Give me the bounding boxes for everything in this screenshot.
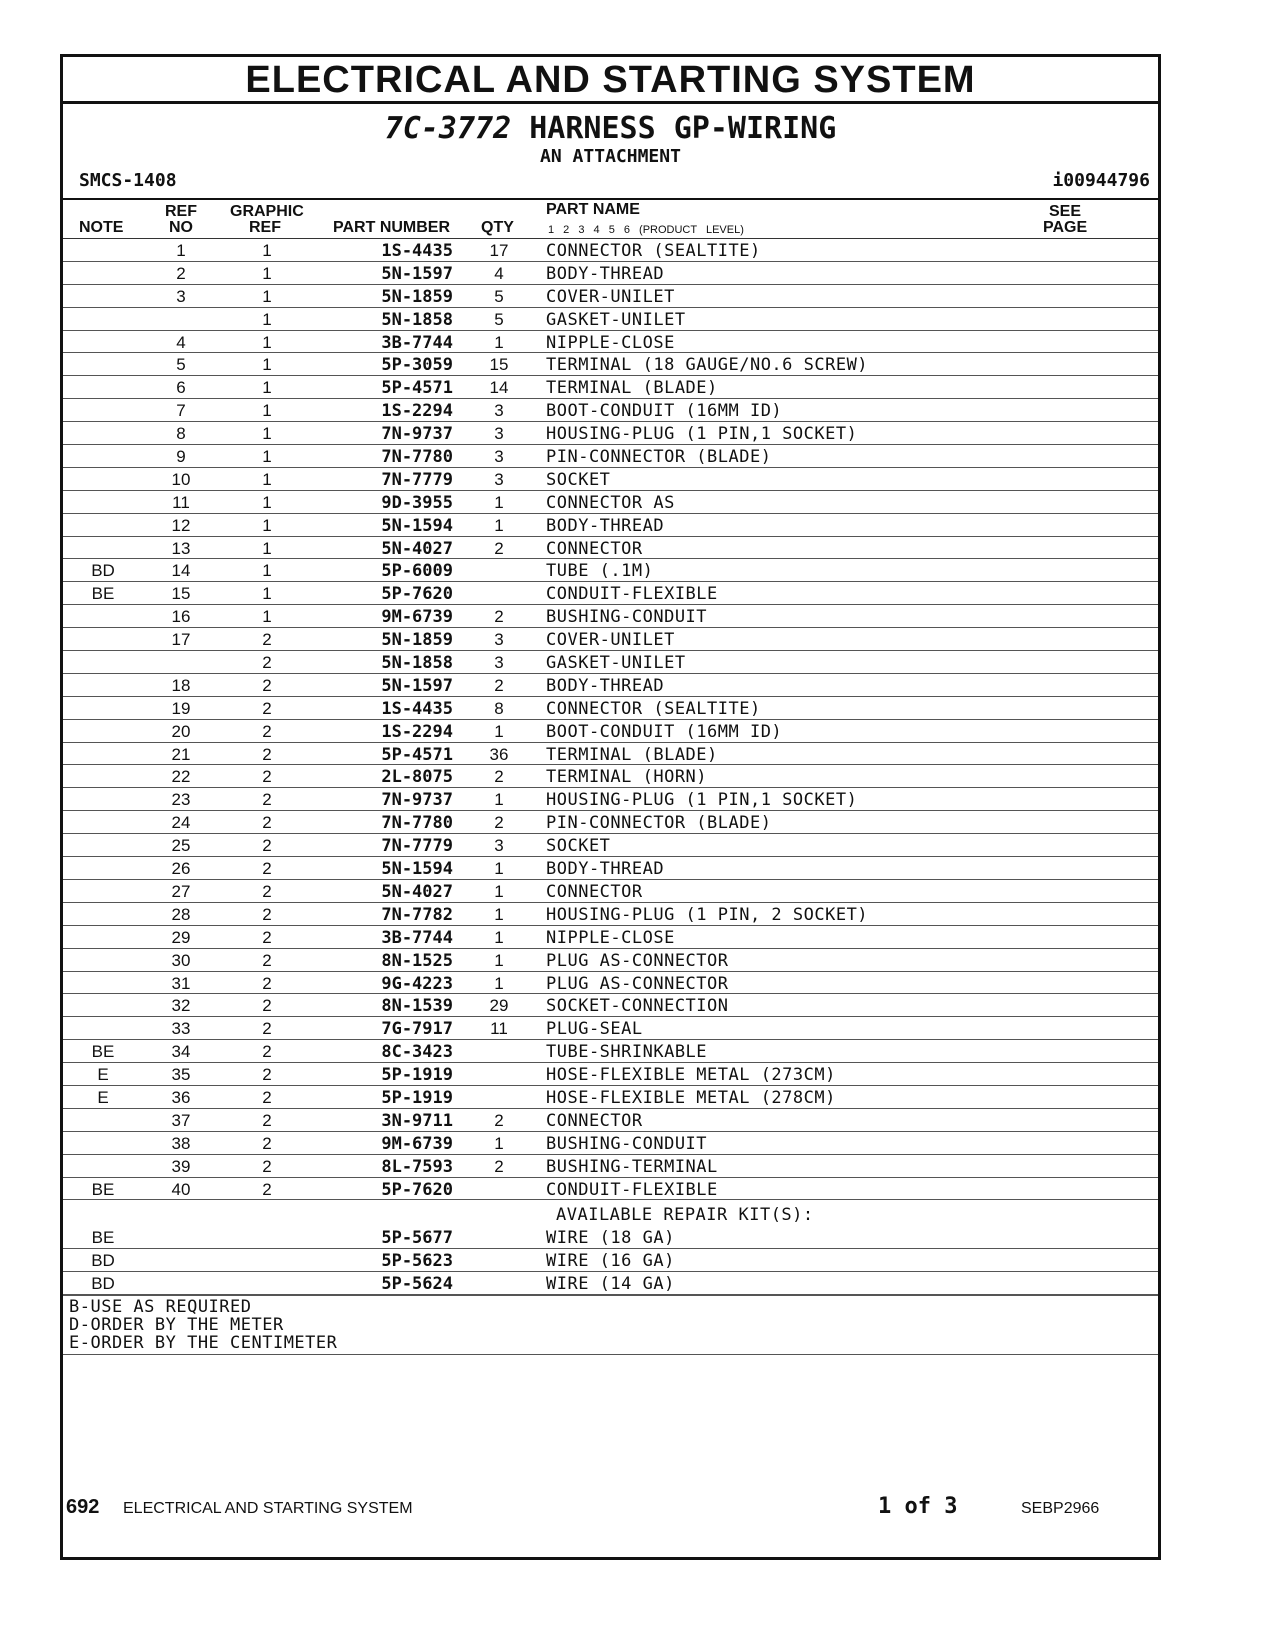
ref-cell: 33 <box>171 1019 191 1039</box>
qty-cell: 2 <box>494 1156 504 1176</box>
ref-cell: 15 <box>171 584 191 604</box>
graphic-ref-cell: 2 <box>262 698 272 718</box>
note-cell: BD <box>91 1274 115 1294</box>
part-name-cell: CONNECTOR AS <box>546 492 675 513</box>
parts-row <box>63 468 1158 491</box>
qty-cell: 2 <box>494 607 504 627</box>
part-name-cell: GASKET-UNILET <box>546 309 686 330</box>
part-name-cell: WIRE (14 GA) <box>546 1274 675 1295</box>
ref-cell: 21 <box>171 744 191 764</box>
parts-row <box>63 765 1158 788</box>
graphic-ref-cell: 2 <box>262 973 272 993</box>
part-number-cell: 7N-9737 <box>381 424 453 445</box>
qty-cell: 1 <box>494 515 504 535</box>
parts-row <box>63 811 1158 834</box>
parts-row <box>63 376 1158 399</box>
part-name-cell: TUBE (.1M) <box>546 561 654 582</box>
part-number-cell: 8N-1525 <box>381 950 453 971</box>
graphic-ref-cell: 1 <box>262 241 272 260</box>
qty-cell: 3 <box>494 469 504 489</box>
parts-row <box>63 1086 1158 1109</box>
graphic-ref-cell: 1 <box>262 447 272 467</box>
parts-row <box>63 491 1158 514</box>
footer-section: ELECTRICAL AND STARTING SYSTEM <box>123 1500 413 1517</box>
graphic-ref-cell: 1 <box>262 515 272 535</box>
part-number-cell: 9M-6739 <box>381 1133 453 1154</box>
graphic-ref-cell: 2 <box>262 630 272 650</box>
parts-row <box>63 331 1158 354</box>
qty-cell: 1 <box>494 332 504 352</box>
qty-cell: 1 <box>494 492 504 512</box>
parts-row <box>63 514 1158 537</box>
graphic-ref-cell: 2 <box>262 1042 272 1062</box>
ref-cell: 26 <box>171 859 191 879</box>
part-number-cell: 5N-1597 <box>381 675 453 696</box>
graphic-ref-cell: 1 <box>262 355 272 375</box>
part-number-cell: 1S-4435 <box>381 698 453 719</box>
note-cell: BE <box>91 1228 115 1248</box>
graphic-ref-cell: 1 <box>262 401 272 421</box>
part-number-cell: 5N-4027 <box>381 538 453 559</box>
parts-row <box>63 353 1158 376</box>
part-number-cell: 5N-4027 <box>381 881 453 902</box>
qty-cell: 29 <box>489 996 509 1016</box>
part-number-cell: 5P-3059 <box>381 355 453 376</box>
part-number-cell: 3N-9711 <box>381 1110 453 1131</box>
part-number-cell: 1S-2294 <box>381 721 453 742</box>
section-title: ELECTRICAL AND STARTING SYSTEM <box>63 57 1158 104</box>
parts-row <box>63 537 1158 560</box>
part-name-cell: HOSE-FLEXIBLE METAL (278CM) <box>546 1087 836 1108</box>
note-cell: BE <box>91 584 115 604</box>
footer-page-number: 692 <box>66 1496 100 1518</box>
part-number-cell: 9G-4223 <box>381 973 453 994</box>
part-number-cell: 9M-6739 <box>381 607 453 628</box>
qty-cell: 3 <box>494 630 504 650</box>
ref-cell: 2 <box>176 263 186 283</box>
parts-row <box>63 697 1158 720</box>
parts-row <box>63 651 1158 674</box>
parts-row <box>63 1132 1158 1155</box>
col-gref-top: GRAPHIC <box>230 203 304 220</box>
part-name-cell: CONNECTOR (SEALTITE) <box>546 241 761 261</box>
graphic-ref-cell: 2 <box>262 1133 272 1153</box>
graphic-ref-cell: 2 <box>262 904 272 924</box>
col-qty: QTY <box>481 219 514 236</box>
graphic-ref-cell: 1 <box>262 492 272 512</box>
graphic-ref-cell: 1 <box>262 378 272 398</box>
col-see-bottom: PAGE <box>1043 219 1088 236</box>
col-gref-bottom: REF <box>249 219 281 236</box>
qty-cell: 1 <box>494 1133 504 1153</box>
ref-cell: 32 <box>171 996 191 1016</box>
qty-cell: 3 <box>494 424 504 444</box>
part-number-cell: 5P-1919 <box>381 1065 453 1086</box>
part-name-cell: PIN-CONNECTOR (BLADE) <box>546 447 772 468</box>
graphic-ref-cell: 1 <box>262 538 272 558</box>
parts-row <box>63 399 1158 422</box>
graphic-ref-cell: 2 <box>262 790 272 810</box>
qty-cell: 1 <box>494 950 504 970</box>
graphic-ref-cell: 1 <box>262 263 272 283</box>
graphic-ref-cell: 2 <box>262 859 272 879</box>
meta-row <box>63 168 1158 200</box>
note-cell: E <box>97 1087 109 1107</box>
footer-sheet: 1 of 3 <box>878 1494 958 1519</box>
part-number-cell: 5P-1919 <box>381 1087 453 1108</box>
part-number-cell: 5P-5624 <box>381 1274 453 1295</box>
qty-cell: 14 <box>489 378 509 398</box>
ref-cell: 34 <box>171 1042 191 1062</box>
qty-cell: 1 <box>494 904 504 924</box>
part-number-cell: 5P-5623 <box>381 1251 453 1272</box>
graphic-ref-cell: 2 <box>262 813 272 833</box>
col-see-top: SEE <box>1049 203 1082 220</box>
part-name-cell: CONNECTOR <box>546 1110 643 1131</box>
ref-cell: 13 <box>171 538 191 558</box>
qty-cell: 17 <box>489 241 509 260</box>
qty-cell: 1 <box>494 859 504 879</box>
qty-cell: 2 <box>494 767 504 787</box>
part-number-cell: 5P-7620 <box>381 1179 453 1200</box>
parts-row <box>63 834 1158 857</box>
graphic-ref-cell: 2 <box>262 996 272 1016</box>
ref-cell: 31 <box>171 973 191 993</box>
part-name-cell: TERMINAL (18 GAUGE/NO.6 SCREW) <box>546 355 869 376</box>
part-name-cell: SOCKET <box>546 836 611 857</box>
ref-cell: 10 <box>171 469 191 489</box>
parts-row <box>63 788 1158 811</box>
parts-row <box>63 559 1158 582</box>
graphic-ref-cell: 2 <box>262 1087 272 1107</box>
ref-cell: 29 <box>171 927 191 947</box>
repair-kit-row <box>63 1226 1158 1249</box>
column-headers <box>63 200 1158 239</box>
qty-cell: 1 <box>494 881 504 901</box>
parts-row <box>63 308 1158 331</box>
qty-cell: 1 <box>494 721 504 741</box>
graphic-ref-cell: 2 <box>262 744 272 764</box>
graphic-ref-cell: 1 <box>262 286 272 306</box>
qty-cell: 15 <box>489 355 509 375</box>
part-name-cell: BODY-THREAD <box>546 515 665 536</box>
ref-cell: 14 <box>171 561 191 581</box>
qty-cell: 3 <box>494 401 504 421</box>
parts-row <box>63 262 1158 285</box>
part-number-cell: 8N-1539 <box>381 996 453 1017</box>
part-number-cell: 5P-4571 <box>381 744 453 765</box>
graphic-ref-cell: 2 <box>262 653 272 673</box>
parts-row <box>63 994 1158 1017</box>
parts-row <box>63 582 1158 605</box>
part-number-cell: 7G-7917 <box>381 1019 453 1040</box>
parts-row <box>63 445 1158 468</box>
parts-row <box>63 720 1158 743</box>
part-name-cell: COVER-UNILET <box>546 630 675 651</box>
part-name-cell: GASKET-UNILET <box>546 653 686 674</box>
ref-cell: 16 <box>171 607 191 627</box>
part-number-cell: 5N-1858 <box>381 653 453 674</box>
part-name-cell: BUSHING-CONDUIT <box>546 607 708 628</box>
ref-cell: 36 <box>171 1087 191 1107</box>
qty-cell: 8 <box>494 698 504 718</box>
graphic-ref-cell: 1 <box>262 309 272 329</box>
graphic-ref-cell: 1 <box>262 607 272 627</box>
qty-cell: 1 <box>494 973 504 993</box>
part-name-cell: PLUG AS-CONNECTOR <box>546 950 729 971</box>
col-part-name: PART NAME <box>546 201 640 218</box>
ref-cell: 38 <box>171 1133 191 1153</box>
ref-cell: 25 <box>171 836 191 856</box>
part-name-cell: WIRE (18 GA) <box>546 1228 675 1249</box>
note-cell: BE <box>91 1042 115 1062</box>
parts-row <box>63 972 1158 995</box>
part-number-cell: 5N-1594 <box>381 859 453 880</box>
ref-cell: 30 <box>171 950 191 970</box>
part-name-cell: CONDUIT-FLEXIBLE <box>546 1179 718 1200</box>
parts-row <box>63 1063 1158 1086</box>
repair-kits-heading-text: AVAILABLE REPAIR KIT(S): <box>556 1205 814 1226</box>
qty-cell: 2 <box>494 813 504 833</box>
part-name-cell: PIN-CONNECTOR (BLADE) <box>546 813 772 834</box>
graphic-ref-cell: 2 <box>262 881 272 901</box>
col-note: NOTE <box>79 219 124 236</box>
notes-block <box>63 1295 1158 1355</box>
qty-cell: 2 <box>494 675 504 695</box>
qty-cell: 11 <box>490 1019 508 1039</box>
ref-cell: 8 <box>176 424 186 444</box>
part-name-cell: COVER-UNILET <box>546 286 675 307</box>
note-line: E-ORDER BY THE CENTIMETER <box>69 1333 338 1354</box>
graphic-ref-cell: 2 <box>262 675 272 695</box>
part-name-cell: BOOT-CONDUIT (16MM ID) <box>546 721 783 742</box>
ref-cell: 39 <box>171 1156 191 1176</box>
qty-cell: 36 <box>489 744 509 764</box>
part-name-cell: PLUG-SEAL <box>546 1019 643 1040</box>
graphic-ref-cell: 1 <box>262 561 272 581</box>
col-product-levels: 1 2 3 4 5 6 (PRODUCT LEVEL) <box>548 224 744 236</box>
note-cell: BD <box>91 1251 115 1271</box>
qty-cell: 5 <box>494 309 504 329</box>
part-name-cell: HOUSING-PLUG (1 PIN,1 SOCKET) <box>546 790 858 811</box>
part-number-cell: 5P-6009 <box>381 561 453 582</box>
note-line: D-ORDER BY THE METER <box>69 1315 284 1336</box>
qty-cell: 2 <box>494 1110 504 1130</box>
graphic-ref-cell: 2 <box>262 721 272 741</box>
part-name-cell: BODY-THREAD <box>546 263 665 284</box>
parts-row <box>63 422 1158 445</box>
qty-cell: 5 <box>494 286 504 306</box>
ref-cell: 27 <box>171 881 191 901</box>
ref-cell: 9 <box>176 447 186 467</box>
parts-row <box>63 239 1158 262</box>
qty-cell: 1 <box>494 927 504 947</box>
ref-cell: 7 <box>176 401 186 421</box>
ref-cell: 28 <box>171 904 191 924</box>
part-name-cell: BUSHING-TERMINAL <box>546 1156 718 1177</box>
part-name-cell: BODY-THREAD <box>546 859 665 880</box>
parts-row <box>63 285 1158 308</box>
part-number-cell: 5N-1597 <box>381 263 453 284</box>
graphic-ref-cell: 2 <box>262 950 272 970</box>
part-number-cell: 5N-1858 <box>381 309 453 330</box>
note-cell: BE <box>91 1179 115 1199</box>
part-number-cell: 5P-4571 <box>381 378 453 399</box>
page-footer <box>66 1496 1106 1522</box>
part-number-cell: 3B-7744 <box>381 927 453 948</box>
group-number: 7C-3772 <box>384 111 512 146</box>
part-number-cell: 1S-4435 <box>381 241 453 261</box>
repair-kits-heading <box>63 1200 1158 1226</box>
note-cell: BD <box>91 561 115 581</box>
part-number-cell: 5P-7620 <box>381 584 453 605</box>
part-number-cell: 5N-1859 <box>381 286 453 307</box>
part-number-cell: 5N-1594 <box>381 515 453 536</box>
ref-cell: 4 <box>176 332 186 352</box>
graphic-ref-cell: 2 <box>262 767 272 787</box>
ref-cell: 3 <box>176 286 186 306</box>
part-number-cell: 7N-7782 <box>381 904 453 925</box>
ref-cell: 40 <box>171 1179 191 1199</box>
note-cell: E <box>97 1065 109 1085</box>
parts-row <box>63 926 1158 949</box>
footer-doc-id: SEBP2966 <box>1021 1500 1100 1517</box>
note-line: B-USE AS REQUIRED <box>69 1297 252 1318</box>
part-name-cell: TERMINAL (BLADE) <box>546 378 718 399</box>
part-name-cell: CONNECTOR <box>546 538 643 559</box>
part-name-cell: PLUG AS-CONNECTOR <box>546 973 729 994</box>
part-number-cell: 7N-7780 <box>381 447 453 468</box>
parts-row <box>63 743 1158 766</box>
part-number-cell: 7N-7779 <box>381 836 453 857</box>
parts-row <box>63 605 1158 628</box>
graphic-ref-cell: 1 <box>262 469 272 489</box>
part-name-cell: SOCKET-CONNECTION <box>546 996 729 1017</box>
ref-cell: 12 <box>171 515 191 535</box>
parts-row <box>63 1017 1158 1040</box>
graphic-ref-cell: 2 <box>262 927 272 947</box>
ref-cell: 19 <box>171 698 191 718</box>
group-title <box>63 112 1158 146</box>
parts-table <box>63 239 1158 1200</box>
parts-row <box>63 880 1158 903</box>
parts-row <box>63 1178 1158 1201</box>
ref-cell: 37 <box>171 1110 191 1130</box>
part-name-cell: CONNECTOR (SEALTITE) <box>546 698 761 719</box>
repair-kit-row <box>63 1272 1158 1295</box>
part-number-cell: 9D-3955 <box>381 492 453 513</box>
ref-cell: 18 <box>171 675 191 695</box>
part-name-cell: BOOT-CONDUIT (16MM ID) <box>546 401 783 422</box>
part-name-cell: NIPPLE-CLOSE <box>546 332 675 353</box>
graphic-ref-cell: 1 <box>262 424 272 444</box>
ref-cell: 17 <box>171 630 191 650</box>
ref-cell: 35 <box>171 1065 191 1085</box>
parts-row <box>63 949 1158 972</box>
part-name-cell: HOUSING-PLUG (1 PIN, 2 SOCKET) <box>546 904 869 925</box>
ref-cell: 23 <box>171 790 191 810</box>
part-name-cell: TERMINAL (BLADE) <box>546 744 718 765</box>
qty-cell: 3 <box>494 836 504 856</box>
part-number-cell: 7N-7780 <box>381 813 453 834</box>
ref-cell: 1 <box>176 241 186 260</box>
qty-cell: 3 <box>494 653 504 673</box>
part-name-cell: NIPPLE-CLOSE <box>546 927 675 948</box>
parts-row <box>63 674 1158 697</box>
col-ref-top: REF <box>165 203 197 220</box>
ref-cell: 24 <box>171 813 191 833</box>
part-name-cell: HOUSING-PLUG (1 PIN,1 SOCKET) <box>546 424 858 445</box>
part-number-cell: 7N-7779 <box>381 469 453 490</box>
graphic-ref-cell: 2 <box>262 836 272 856</box>
graphic-ref-cell: 2 <box>262 1179 272 1199</box>
part-name-cell: BUSHING-CONDUIT <box>546 1133 708 1154</box>
qty-cell: 4 <box>494 263 504 283</box>
parts-row <box>63 903 1158 926</box>
part-number-cell: 3B-7744 <box>381 332 453 353</box>
part-number-cell: 5N-1859 <box>381 630 453 651</box>
graphic-ref-cell: 2 <box>262 1065 272 1085</box>
qty-cell: 3 <box>494 447 504 467</box>
part-number-cell: 5P-5677 <box>381 1228 453 1249</box>
col-ref-bottom: NO <box>169 219 193 236</box>
ref-cell: 20 <box>171 721 191 741</box>
part-name-cell: TUBE-SHRINKABLE <box>546 1042 708 1063</box>
qty-cell: 2 <box>494 538 504 558</box>
graphic-ref-cell: 1 <box>262 584 272 604</box>
part-number-cell: 8C-3423 <box>381 1042 453 1063</box>
parts-row <box>63 1040 1158 1063</box>
graphic-ref-cell: 2 <box>262 1110 272 1130</box>
parts-row <box>63 1109 1158 1132</box>
graphic-ref-cell: 2 <box>262 1156 272 1176</box>
part-number-cell: 1S-2294 <box>381 401 453 422</box>
part-name-cell: CONDUIT-FLEXIBLE <box>546 584 718 605</box>
part-name-cell: BODY-THREAD <box>546 675 665 696</box>
smcs-code: SMCS-1408 <box>79 170 177 191</box>
group-subtitle: AN ATTACHMENT <box>540 146 681 167</box>
part-number-cell: 8L-7593 <box>381 1156 453 1177</box>
part-name-cell: TERMINAL (HORN) <box>546 767 708 788</box>
parts-row <box>63 857 1158 880</box>
ref-cell: 22 <box>171 767 191 787</box>
graphic-ref-cell: 2 <box>262 1019 272 1039</box>
part-name-cell: SOCKET <box>546 469 611 490</box>
parts-row <box>63 1155 1158 1178</box>
part-name-cell: CONNECTOR <box>546 881 643 902</box>
part-name-cell: WIRE (16 GA) <box>546 1251 675 1272</box>
group-name: HARNESS GP-WIRING <box>529 111 837 146</box>
repair-kit-row <box>63 1249 1158 1272</box>
illustration-id: i00944796 <box>1052 170 1150 191</box>
part-number-cell: 7N-9737 <box>381 790 453 811</box>
ref-cell: 6 <box>176 378 186 398</box>
parts-row <box>63 628 1158 651</box>
ref-cell: 11 <box>172 492 190 512</box>
repair-kits-table <box>63 1226 1158 1295</box>
ref-cell: 5 <box>176 355 186 375</box>
part-number-cell: 2L-8075 <box>381 767 453 788</box>
graphic-ref-cell: 1 <box>262 332 272 352</box>
part-name-cell: HOSE-FLEXIBLE METAL (273CM) <box>546 1065 836 1086</box>
col-part-number: PART NUMBER <box>333 219 451 236</box>
parts-page <box>60 54 1161 1560</box>
qty-cell: 1 <box>494 790 504 810</box>
